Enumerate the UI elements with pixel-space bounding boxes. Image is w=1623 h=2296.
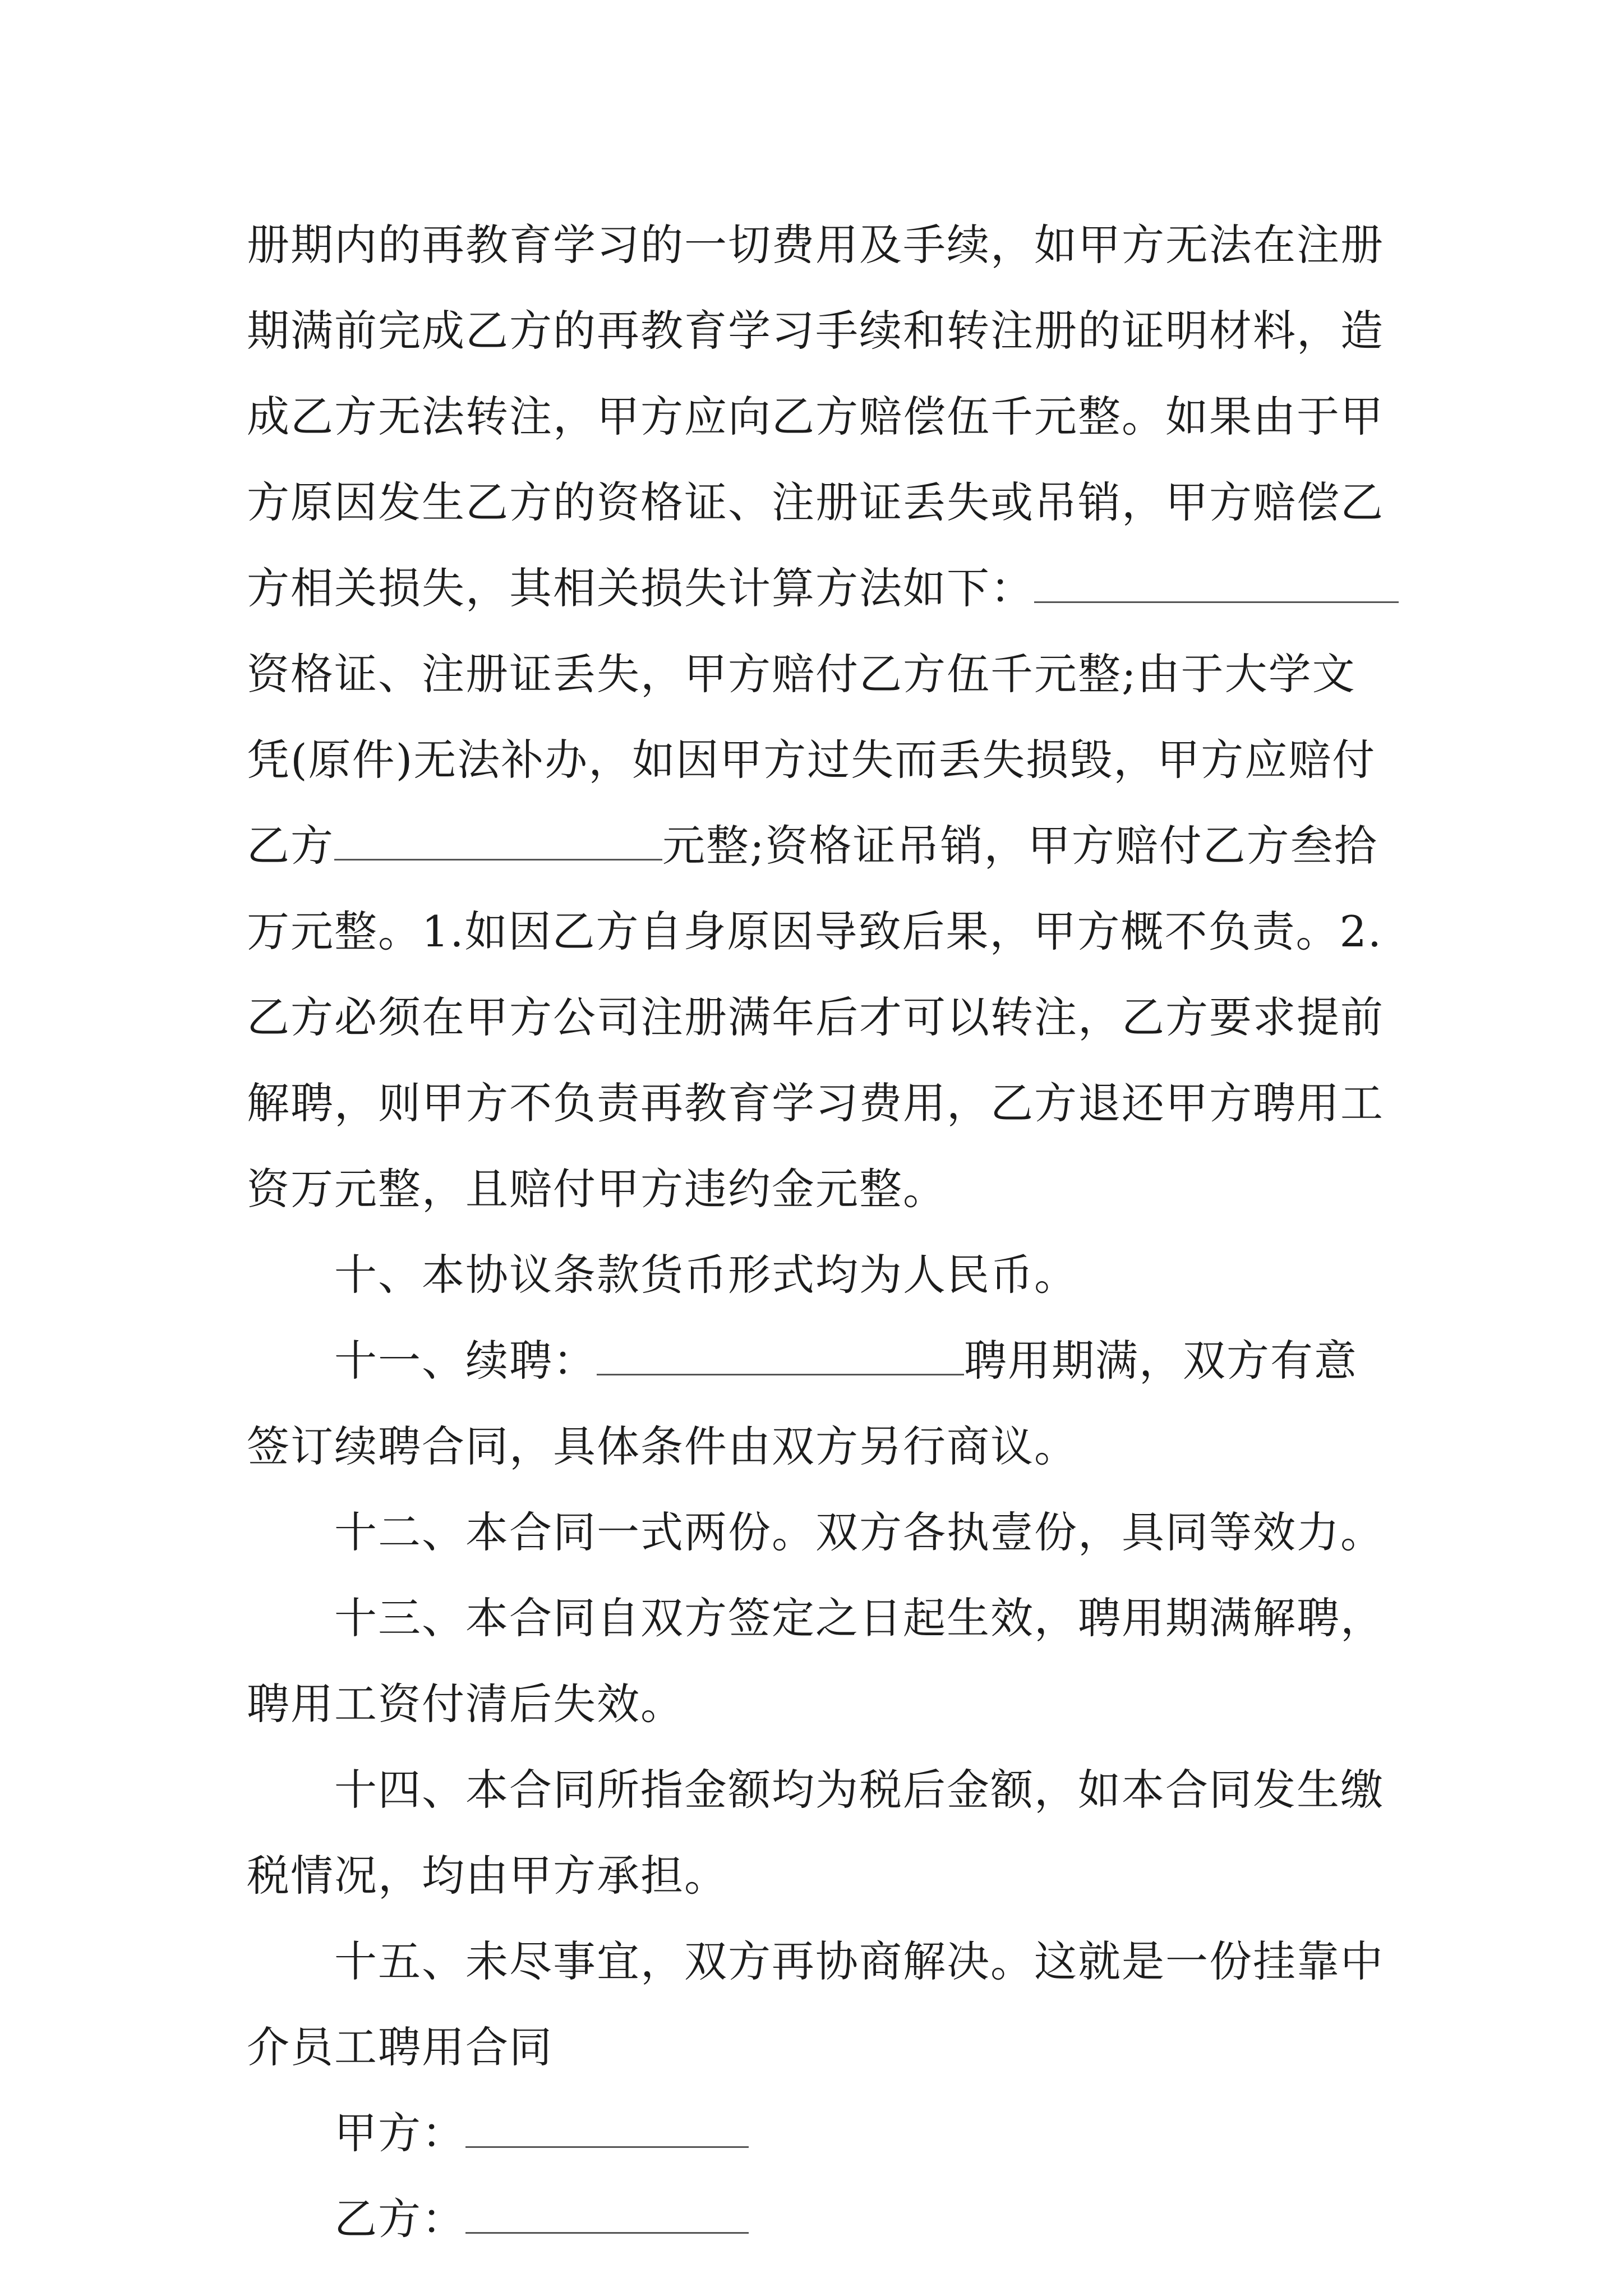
renewal-blank xyxy=(597,1340,964,1375)
paragraph-line: 介员工聘用合同 xyxy=(247,2022,553,2072)
paragraph-line: 税情况，均由甲方承担。 xyxy=(247,1851,728,1901)
paragraph-line: 聘用工资付清后失效。 xyxy=(247,1679,684,1729)
party-b-signature-line xyxy=(247,2176,1385,2262)
compensation-amount-blank xyxy=(334,825,662,861)
loss-calculation-label: 方相关损失，其相关损失计算方法如下： xyxy=(247,563,1034,613)
paragraph-line: 资格证、注册证丢失，甲方赔付乙方伍千元整;由于大学文 xyxy=(247,649,1356,699)
clause-13: 十三、本合同自双方签定之日起生效，聘用期满解聘， xyxy=(334,1593,1384,1643)
paragraph-line: 册期内的再教育学习的一切费用及手续，如甲方无法在注册 xyxy=(247,220,1384,270)
renewal-text: 聘用期满，双方有意 xyxy=(964,1336,1358,1386)
party-a-signature-line xyxy=(247,2090,1385,2176)
paragraph-line xyxy=(247,545,1385,631)
renewal-label: 十一、续聘： xyxy=(334,1336,597,1386)
clause-11 xyxy=(247,1318,1385,1404)
paragraph-line: 资万元整，且赔付甲方违约金元整。 xyxy=(247,1164,947,1214)
clause-12: 十二、本合同一式两份。双方各执壹份，具同等效力。 xyxy=(334,1507,1384,1557)
paragraph-line xyxy=(247,803,1385,889)
paragraph-line: 期满前完成乙方的再教育学习手续和转注册的证明材料，造 xyxy=(247,306,1384,356)
party-b-blank xyxy=(465,2198,749,2234)
paragraph-line: 签订续聘合同，具体条件由双方另行商议。 xyxy=(247,1421,1078,1471)
party-a-blank xyxy=(465,2113,749,2148)
clause-10: 十、本协议条款货币形式均为人民币。 xyxy=(334,1250,1078,1300)
paragraph-line: 凭(原件)无法补办，如因甲方过失而丢失损毁，甲方应赔付 xyxy=(247,735,1376,785)
paragraph-line: 方原因发生乙方的资格证、注册证丢失或吊销，甲方赔偿乙 xyxy=(247,477,1384,527)
loss-calculation-blank xyxy=(1034,568,1399,603)
clause-14: 十四、本合同所指金额均为税后金额，如本合同发生缴 xyxy=(334,1765,1384,1815)
paragraph-line: 解聘，则甲方不负责再教育学习费用，乙方退还甲方聘用工 xyxy=(247,1078,1384,1128)
paragraph-line: 万元整。1.如因乙方自身原因导致后果，甲方概不负责。2. xyxy=(247,907,1383,956)
party-b-text: 乙方 xyxy=(247,821,334,871)
party-b-label: 乙方： xyxy=(334,2194,465,2244)
party-a-label: 甲方： xyxy=(334,2108,465,2158)
clause-15: 十五、未尽事宜，双方再协商解决。这就是一份挂靠中 xyxy=(334,1936,1384,1986)
paragraph-line: 成乙方无法转注，甲方应向乙方赔偿伍千元整。如果由于甲 xyxy=(247,392,1384,441)
compensation-text: 元整;资格证吊销，甲方赔付乙方叁拾 xyxy=(662,821,1378,871)
document-body xyxy=(247,202,1385,2262)
paragraph-line: 乙方必须在甲方公司注册满年后才可以转注，乙方要求提前 xyxy=(247,992,1384,1042)
